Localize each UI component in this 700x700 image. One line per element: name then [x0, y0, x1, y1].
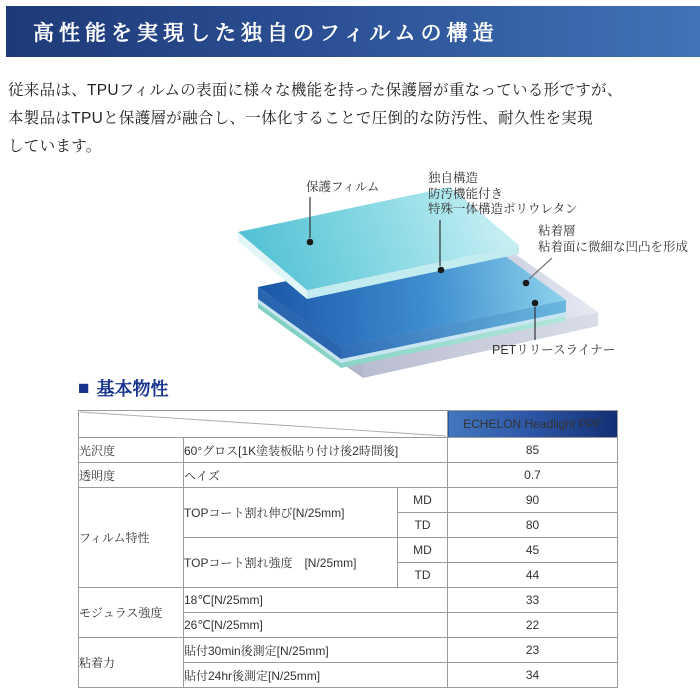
- method-cell: 60°グロス[1K塗装板貼り付け後2時間後]: [184, 438, 448, 463]
- method-cell: 貼付24hr後測定[N/25mm]: [184, 663, 448, 688]
- value-cell: 33: [448, 588, 618, 613]
- value-cell: 90: [448, 488, 618, 513]
- value-cell: 0.7: [448, 463, 618, 488]
- category-cell: 光沢度: [79, 438, 184, 463]
- category-cell: フィルム特性: [79, 488, 184, 588]
- mdtd-cell: TD: [398, 513, 448, 538]
- section-title: 基本物性: [96, 379, 169, 399]
- intro-line: 本製品はTPUと保護層が融合し、一体化することで圧倒的な防汚性、耐久性を実現: [8, 110, 593, 127]
- method-cell: 26℃[N/25mm]: [184, 613, 448, 638]
- label-pet-liner: PETリリースライナー: [492, 343, 616, 357]
- intro-line: しています。: [8, 138, 102, 155]
- value-cell: 80: [448, 513, 618, 538]
- intro-line: 従来品は、TPUフィルムの表面に様々な機能を持った保護層が重なっている形ですが、: [8, 82, 623, 99]
- mdtd-cell: MD: [398, 488, 448, 513]
- label-adhesive-layer: 粘着層 粘着面に微細な凹凸を形成: [538, 224, 689, 254]
- value-cell: 85: [448, 438, 618, 463]
- header-diagonal-cell: [79, 411, 448, 438]
- mdtd-cell: MD: [398, 538, 448, 563]
- section-bullet: ■: [78, 377, 90, 399]
- method-cell: 貼付30min後測定[N/25mm]: [184, 638, 448, 663]
- value-cell: 45: [448, 538, 618, 563]
- mdtd-cell: TD: [398, 563, 448, 588]
- banner-title: 高性能を実現した独自のフィルムの構造: [33, 20, 499, 45]
- value-cell: 22: [448, 613, 618, 638]
- category-cell: モジュラス強度: [79, 588, 184, 638]
- value-cell: 34: [448, 663, 618, 688]
- category-cell: 粘着力: [79, 638, 184, 688]
- method-cell: TOPコート割れ強度 [N/25mm]: [184, 538, 398, 588]
- label-protective-film: 保護フィルム: [306, 180, 380, 194]
- method-cell: TOPコート割れ伸び[N/25mm]: [184, 488, 398, 538]
- category-cell: 透明度: [79, 463, 184, 488]
- method-cell: 18℃[N/25mm]: [184, 588, 448, 613]
- basic-properties-table: [78, 410, 618, 688]
- product-header-cell: ECHELON Headlight PPF: [448, 411, 618, 438]
- section-heading: [78, 375, 168, 401]
- value-cell: 44: [448, 563, 618, 588]
- value-cell: 23: [448, 638, 618, 663]
- label-unique-structure: 独自構造 防汚機能付き 特殊一体構造ポリウレタン: [428, 171, 578, 216]
- diagonal-line: [79, 411, 447, 437]
- method-cell: ヘイズ: [184, 463, 448, 488]
